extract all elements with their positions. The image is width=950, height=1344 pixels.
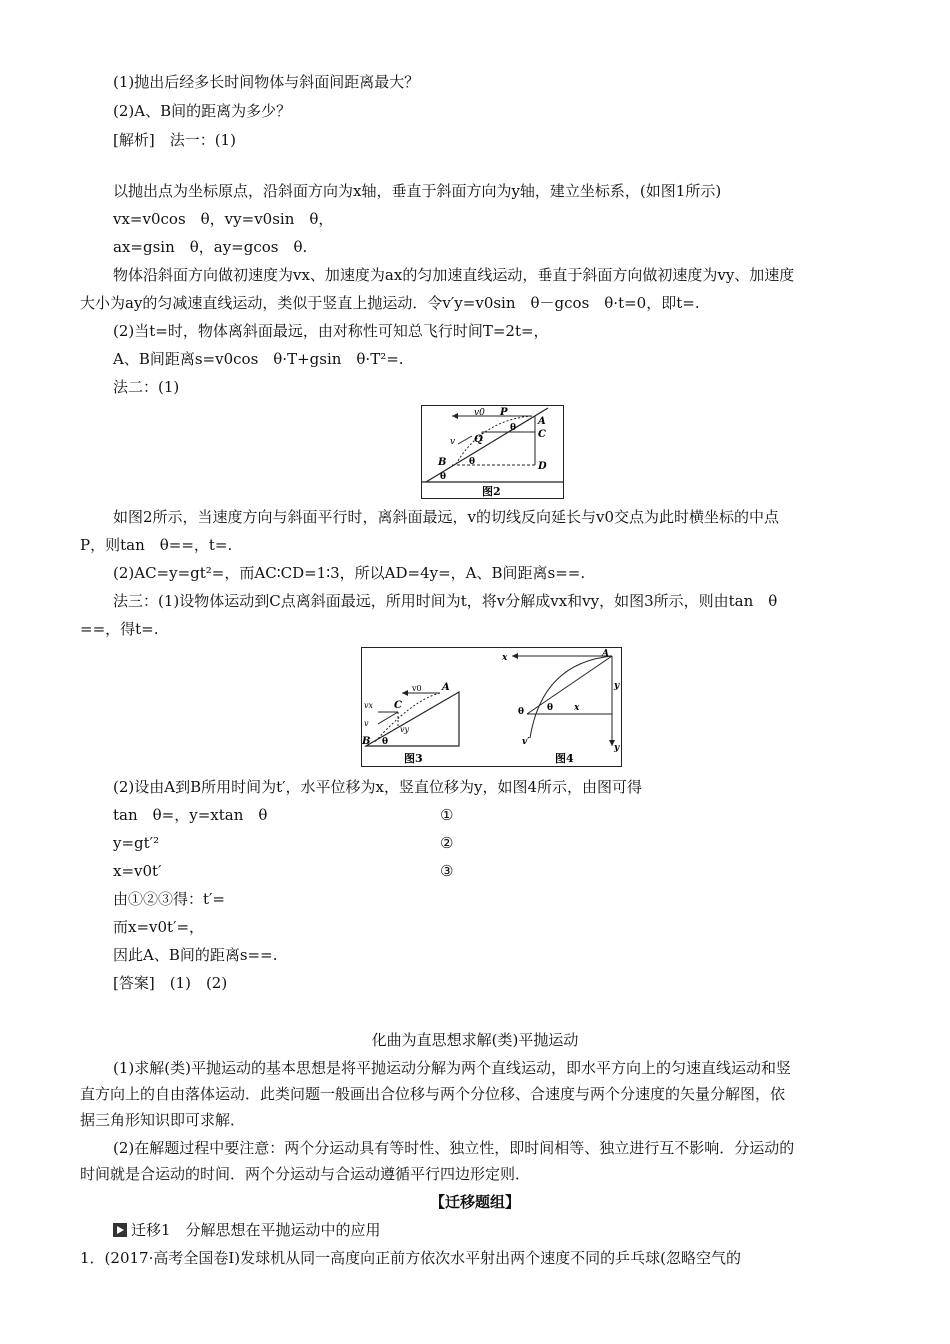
method2-line: 如图2所示，当速度方向与斜面平行时，离斜面最远，v的切线反向延长与v0交点为此时横坐标的中点 [113,508,780,526]
method2-line: P，则tan θ==，t=. [80,536,233,554]
fig4-label: x [502,653,508,663]
analysis-label: [解析] 法一：(1) [113,131,236,149]
fig3-label: C [394,700,402,711]
fig3-label: B [362,736,371,747]
result-line: 由①②③得：t′= [113,890,226,908]
answer-line: [答案] (1) (2) [113,974,228,992]
fig3-label: A [442,682,450,693]
fig3-label: vy [400,725,410,734]
summary-line: 时间就是合运动的时间．两个分运动与合运动遵循平行四边形定则． [80,1165,531,1183]
fig3-label: v0 [412,684,422,693]
method3-line: ==，得t=. [80,620,159,638]
equation-number: ② [440,834,454,852]
fig4-label: θ [518,707,525,717]
method3-line: 法三：(1)设物体运动到C点离斜面最远，所用时间为t，将v分解成vx和vy，如图3所示，则由tan θ [113,592,778,610]
method1-line: A、B间距离s=v0cos θ·T+gsin θ·T²=. [113,350,404,368]
method1-line: ax=gsin θ，ay=gcos θ. [113,238,308,256]
question-1: (1)抛出后经多长时间物体与斜面间距离最大？ [113,73,420,91]
play-icon [113,1223,127,1237]
fig2-label: A [538,416,546,427]
result-line: 因此A、B间的距离s==. [113,946,278,964]
fig2-label: D [538,461,547,472]
result-line: 而x=v0t′=， [113,918,205,936]
fig4-label: y [614,681,620,691]
section-title: 化曲为直思想求解(类)平抛运动 [371,1031,579,1049]
fig3-caption: 图3 [404,752,423,765]
equation: x=v0t′ [113,862,162,880]
transfer-heading [113,1220,381,1240]
fig2-label: v0 [474,408,485,418]
fig2-label: C [538,429,546,440]
method2-label: 法二：(1) [113,378,180,396]
method1-line: vx=v0cos θ，vy=v0sin θ， [113,210,334,228]
method3-line: (2)设由A到B所用时间为t′，水平位移为x，竖直位移为y，如图4所示，由图可得 [113,778,643,796]
problem-1: 1．(2017·高考全国卷Ⅰ)发球机从同一高度向正前方依次水平射出两个速度不同的乒乓球(忽略空气的 [80,1249,741,1267]
fig4-label: θ [547,703,554,713]
method1-line: (2)当t=时，物体离斜面最远，由对称性可知总飞行时间T=2t=， [113,322,549,340]
fig2-label: θ [510,423,517,433]
fig2-caption: 图2 [482,485,501,498]
summary-line: (2)在解题过程中要注意：两个分运动具有等时性、独立性，即时间相等、独立进行互不影响．分运动的 [113,1139,795,1157]
fig4-label: A [602,649,609,659]
equation-number: ① [440,806,454,824]
fig4-caption: 图4 [555,752,574,765]
fig2-label: v [450,437,456,447]
fig2-label: B [438,457,447,468]
method1-line: 物体沿斜面方向做初速度为vx、加速度为ax的匀加速直线运动，垂直于斜面方向做初速度为vy、加速度 [113,266,795,284]
summary-line: 据三角形知识即可求解． [80,1111,246,1129]
equation: y=gt′² [113,834,160,852]
fig2-label: θ [440,472,447,482]
fig3-label: v [364,719,369,728]
fig4-label: x [574,703,580,713]
question-2: (2)A、B间的距离为多少？ [113,102,292,120]
fig2-label: P [500,407,508,418]
method1-line: 大小为ay的匀减速直线运动，类似于竖直上抛运动．令v′y=v0sin θ－gcos θ·t=0，即t=. [80,294,700,312]
fig4-label: v′ [522,737,530,747]
fig2-label: θ [469,457,476,467]
method1-line: 以抛出点为坐标原点，沿斜面方向为x轴，垂直于斜面方向为y轴，建立坐标系，(如图1所示) [113,182,722,200]
summary-line: (1)求解(类)平抛运动的基本思想是将平抛运动分解为两个直线运动，即水平方向上的匀速直线运动和竖 [113,1059,791,1077]
fig2-label: Q [474,434,483,445]
equation-number: ③ [440,862,454,880]
equation: tan θ=，y=xtan θ [113,806,268,824]
summary-line: 直方向上的自由落体运动．此类问题一般画出合位移与两个分位移、合速度与两个分速度的矢量分解图，依 [80,1085,786,1103]
transfer-group-heading: 【迁移题组】 [429,1193,520,1211]
figure-2 [421,405,564,499]
fig3-label: θ [382,737,389,747]
transfer-heading-text: 迁移1 分解思想在平抛运动中的应用 [131,1221,381,1239]
fig4-label: y [614,743,620,753]
method2-line: (2)AC=y=gt²=，而AC∶CD=1∶3，所以AD=4y=，A、B间距离s==. [113,564,586,582]
figure-3-4 [361,647,622,767]
fig3-label: vx [364,701,374,710]
